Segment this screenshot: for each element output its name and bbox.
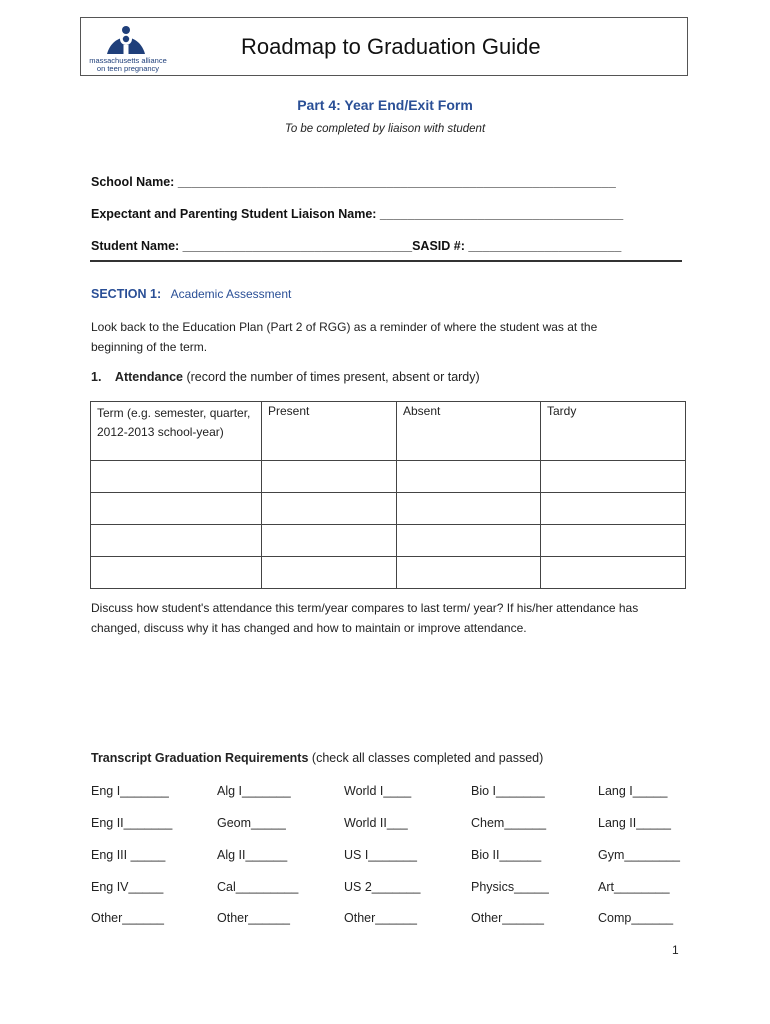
header-box <box>80 17 688 76</box>
course-checkbox[interactable]: World I____ <box>344 784 412 798</box>
transcript-heading <box>91 751 543 765</box>
table-row <box>91 461 686 493</box>
course-checkbox[interactable]: Other______ <box>344 911 417 925</box>
present-cell[interactable] <box>262 525 397 557</box>
course-checkbox[interactable]: Lang II_____ <box>598 816 671 830</box>
page-number: 1 <box>672 943 679 957</box>
tardy-cell[interactable] <box>541 461 686 493</box>
course-checkbox[interactable]: Physics_____ <box>471 880 549 894</box>
absent-cell[interactable] <box>397 493 541 525</box>
transcript-label: Transcript Graduation Requirements <box>91 751 309 765</box>
column-header-present: Present <box>262 402 397 461</box>
course-checkbox[interactable]: Comp______ <box>598 911 674 925</box>
absent-cell[interactable] <box>397 557 541 589</box>
table-row <box>91 493 686 525</box>
course-checkbox[interactable]: Lang I_____ <box>598 784 668 798</box>
column-header-absent: Absent <box>397 402 541 461</box>
logo-text: massachusetts alliance on teen pregnancy <box>89 56 167 73</box>
course-checkbox[interactable]: US I_______ <box>344 848 417 862</box>
course-checkbox[interactable]: Eng IV_____ <box>91 880 164 894</box>
absent-cell[interactable] <box>397 525 541 557</box>
course-checkbox[interactable]: Art________ <box>598 880 670 894</box>
column-header-tardy: Tardy <box>541 402 686 461</box>
present-cell[interactable] <box>262 493 397 525</box>
document-title: Roadmap to Graduation Guide <box>241 34 541 59</box>
term-cell[interactable] <box>91 525 262 557</box>
attendance-heading <box>91 370 480 384</box>
school-name-field[interactable]: School Name: _______________________________________________________________ <box>91 175 616 189</box>
course-checkbox[interactable]: Alg I_______ <box>217 784 291 798</box>
logo-mark-icon <box>81 18 171 58</box>
logo <box>81 18 171 75</box>
course-checkbox[interactable]: Other______ <box>217 911 290 925</box>
part-title: Part 4: Year End/Exit Form <box>297 97 473 113</box>
course-checkbox[interactable]: Bio II______ <box>471 848 542 862</box>
section-intro: Look back to the Education Plan (Part 2 of RGG) as a reminder of where the student was at the beginning of the term. <box>91 320 598 354</box>
course-checkbox[interactable]: Gym________ <box>598 848 681 862</box>
term-cell[interactable] <box>91 461 262 493</box>
course-checkbox[interactable]: Chem______ <box>471 816 547 830</box>
tardy-cell[interactable] <box>541 525 686 557</box>
course-checkbox[interactable]: Eng III _____ <box>91 848 166 862</box>
tardy-cell[interactable] <box>541 493 686 525</box>
absent-cell[interactable] <box>397 461 541 493</box>
subtitle: To be completed by liaison with student <box>284 123 486 135</box>
tardy-cell[interactable] <box>541 557 686 589</box>
attendance-table <box>90 401 686 589</box>
course-checkbox[interactable]: Alg II______ <box>217 848 288 862</box>
present-cell[interactable] <box>262 557 397 589</box>
course-checkbox[interactable]: Other______ <box>91 911 164 925</box>
attendance-label: Attendance <box>114 370 183 384</box>
course-checkbox[interactable]: US 2_______ <box>344 880 421 894</box>
course-checkbox[interactable]: Cal_________ <box>217 880 299 894</box>
section-title: Academic Assessment <box>170 287 292 301</box>
table-row <box>91 525 686 557</box>
student-name-field[interactable]: Student Name: _________________________________SASID #: ______________________ <box>91 239 622 253</box>
liaison-name-field[interactable]: Expectant and Parenting Student Liaison Name: ___________________________________ <box>91 207 624 221</box>
section-label: SECTION 1: <box>91 287 162 301</box>
term-cell[interactable] <box>91 557 262 589</box>
term-cell[interactable] <box>91 493 262 525</box>
attendance-discussion-prompt: Discuss how student's attendance this term/year compares to last term/ year? If his/her attendance has changed, discuss why it has changed and how to maintain or improve attendance. <box>91 601 639 635</box>
course-checkbox[interactable]: World II___ <box>344 816 408 830</box>
present-cell[interactable] <box>262 461 397 493</box>
section-heading <box>91 287 291 301</box>
course-checkbox[interactable]: Eng I_______ <box>91 784 169 798</box>
course-checkbox[interactable]: Geom_____ <box>217 816 286 830</box>
table-row <box>91 557 686 589</box>
course-checkbox[interactable]: Eng II_______ <box>91 816 173 830</box>
attendance-number: 1. <box>91 370 102 384</box>
course-checkbox[interactable]: Bio I_______ <box>471 784 545 798</box>
divider <box>90 260 682 262</box>
course-checkbox[interactable]: Other______ <box>471 911 544 925</box>
attendance-note: (record the number of times present, absent or tardy) <box>186 370 480 384</box>
table-header-row <box>91 402 686 461</box>
transcript-note: (check all classes completed and passed) <box>311 751 544 765</box>
column-header-term: Term (e.g. semester, quarter, 2012-2013 school-year) <box>91 402 262 461</box>
